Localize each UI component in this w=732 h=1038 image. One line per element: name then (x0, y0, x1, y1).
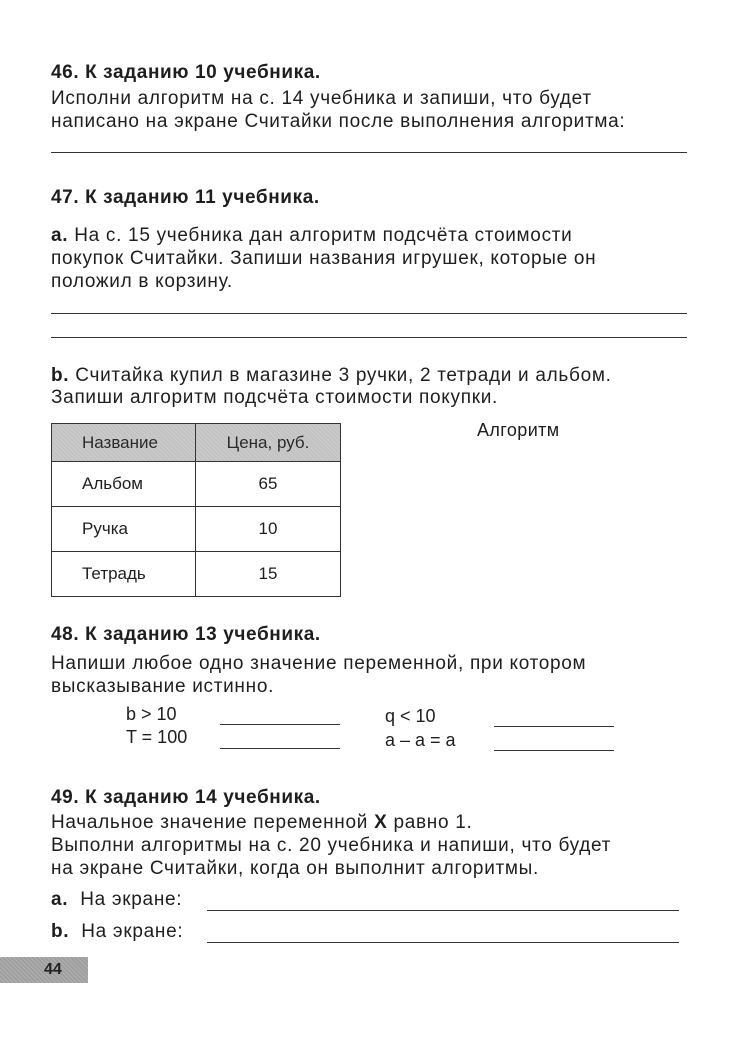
task-47a-marker: a. (51, 225, 69, 246)
task-48-text-line-2: высказывание истинно. (51, 676, 275, 697)
page-number: 44 (44, 961, 62, 978)
answer-line-q[interactable] (494, 726, 614, 727)
task-46-text-line-1: Исполни алгоритм на с. 14 учебника и запиши, что будет (51, 88, 592, 109)
task-47b-text-line-1: b. Считайка купил в магазине 3 ручки, 2 тетради и альбом. (51, 365, 612, 386)
task-48-text-line-1: Напиши любое одно значение переменной, при котором (51, 653, 587, 674)
task-49a-answer-line[interactable] (207, 910, 679, 911)
task-49b-answer-line[interactable] (207, 942, 679, 943)
task-49-text-line-3: на экране Считайки, когда он выполнит алгоритмы. (51, 858, 540, 879)
task-46-heading: 46. К заданию 10 учебника. (51, 62, 321, 83)
table-row (52, 552, 341, 597)
task-49b-marker: b. (51, 921, 70, 942)
variable-x: X (374, 812, 388, 833)
item-price-cell: 15 (196, 552, 341, 597)
expression-a-minus-a: a – a = a (385, 730, 456, 750)
task-47a-answer-line-2[interactable] (51, 337, 687, 338)
expression-t-eq-100: T = 100 (126, 727, 188, 747)
algorithm-label: Алгоритм (477, 420, 560, 440)
task-47-heading: 47. К заданию 11 учебника. (51, 187, 320, 208)
task-49a-label: a. На экране: (51, 889, 183, 910)
expression-q-lt-10: q < 10 (385, 706, 436, 726)
item-name-cell: Альбом (52, 462, 196, 507)
item-price-cell: 10 (196, 507, 341, 552)
expression-b-gt-10: b > 10 (126, 704, 177, 724)
answer-line-b[interactable] (220, 724, 340, 725)
task-47b-marker: b. (51, 365, 70, 386)
item-name-cell: Ручка (52, 507, 196, 552)
price-table-header: Название (52, 424, 196, 462)
table-row (52, 507, 341, 552)
task-47a-text-line-2: покупок Считайки. Запиши названия игрушек, которые он (51, 248, 597, 269)
answer-line-a[interactable] (494, 750, 614, 751)
task-47a-text-line-1: a. На с. 15 учебника дан алгоритм подсчёта стоимости (51, 225, 573, 246)
task-49b-label: b. На экране: (51, 921, 184, 942)
price-table (51, 423, 341, 597)
task-49-text-line-2: Выполни алгоритмы на с. 20 учебника и напиши, что будет (51, 835, 612, 856)
task-49-text-line-1: Начальное значение переменной X равно 1. (51, 812, 473, 833)
item-name-cell: Тетрадь (52, 552, 196, 597)
price-table-header: Цена, руб. (196, 424, 341, 462)
price-table-header-row (52, 424, 341, 462)
task-46-answer-line[interactable] (51, 152, 687, 153)
task-46-text-line-2: написано на экране Считайки после выполнения алгоритма: (51, 111, 626, 132)
answer-line-t[interactable] (220, 748, 340, 749)
table-row (52, 462, 341, 507)
task-47a-answer-line-1[interactable] (51, 313, 687, 314)
task-49-heading: 49. К заданию 14 учебника. (51, 787, 321, 808)
task-47a-text-line-3: положил в корзину. (51, 271, 233, 292)
task-48-heading: 48. К заданию 13 учебника. (51, 624, 321, 645)
item-price-cell: 65 (196, 462, 341, 507)
task-47b-text-line-2: Запиши алгоритм подсчёта стоимости покупки. (51, 387, 499, 408)
task-49a-marker: a. (51, 889, 69, 910)
